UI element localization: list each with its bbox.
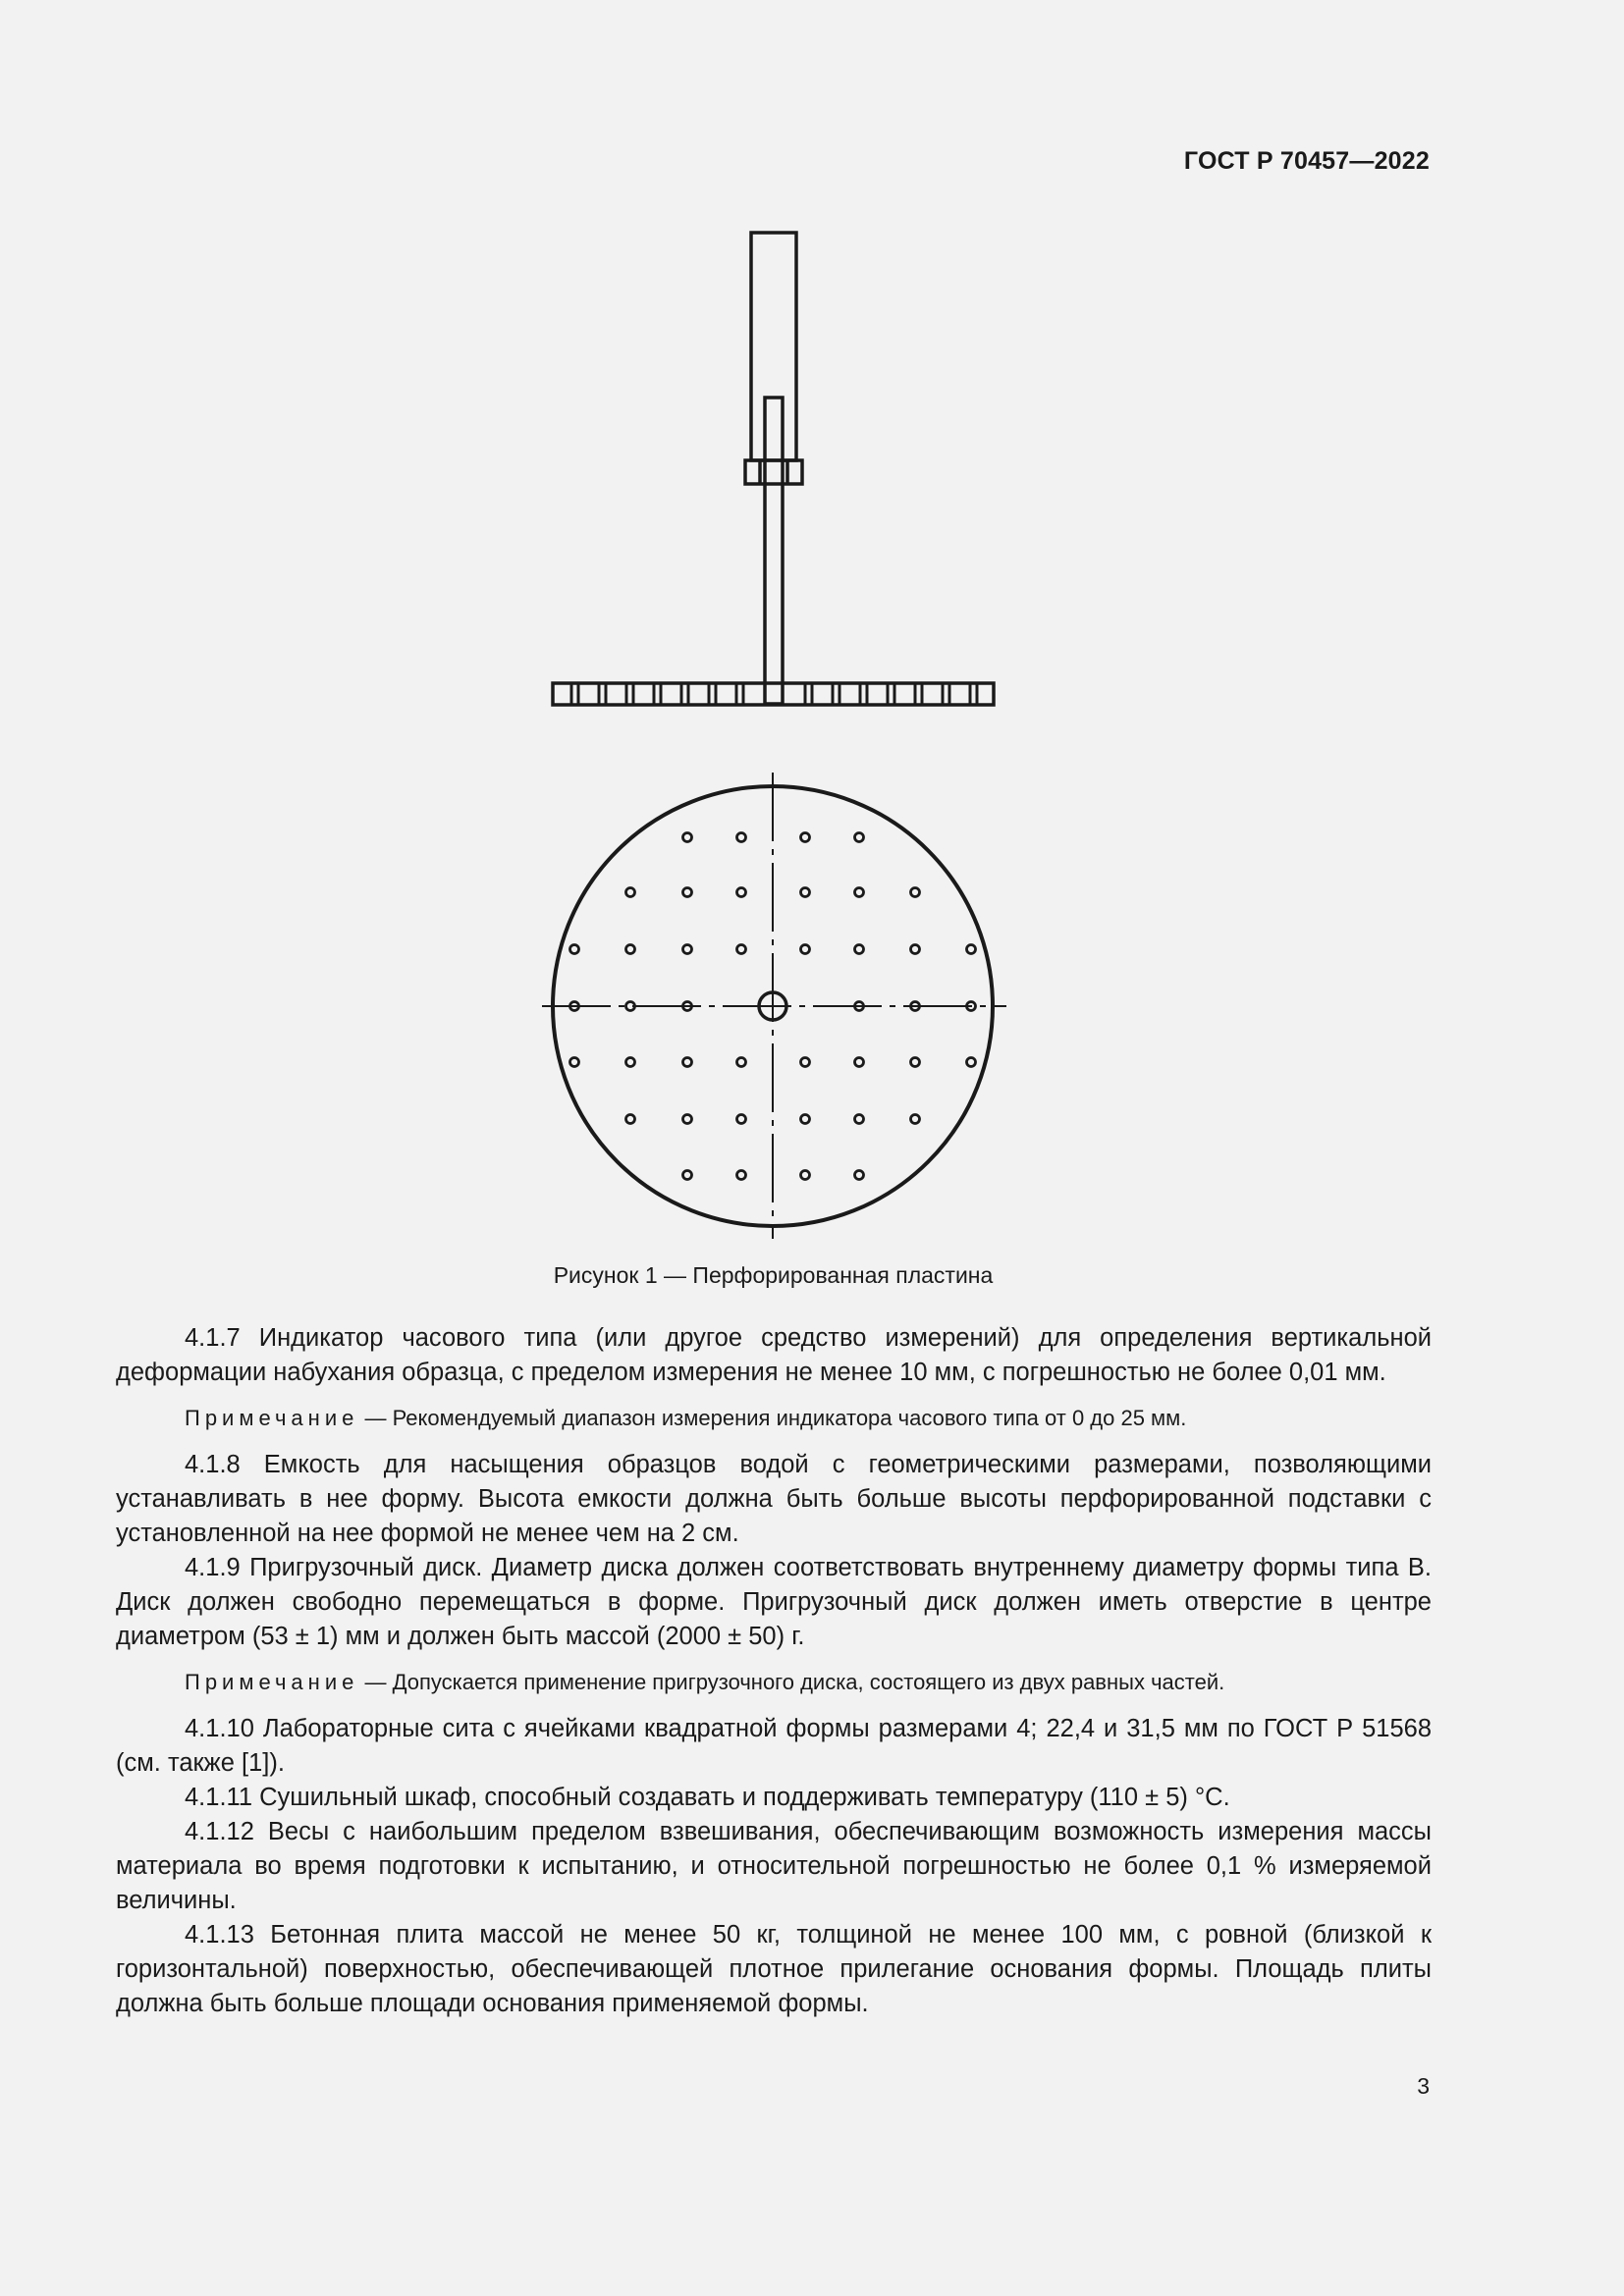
paragraph-4-1-8: 4.1.8 Емкость для насыщения образцов водой с геометрическими размерами, позволяющими устанавливать в нее форму. Высота емкости должна быть больше высоты перфорированной подставки с установленной на нее формой не менее чем на 2 см. (116, 1451, 1432, 1547)
handle-inner-rod (765, 398, 783, 704)
handle-outer (751, 233, 796, 460)
document-id: ГОСТ Р 70457—2022 (1183, 147, 1430, 175)
page-number: 3 (1417, 2073, 1430, 2099)
note-text: — Допускается применение пригрузочного диска, состоящего из двух равных частей. (358, 1670, 1225, 1694)
paragraph-4-1-11: 4.1.11 Сушильный шкаф, способный создавать и поддерживать температуру (110 ± 5) °С. (185, 1784, 1230, 1811)
paragraph-4-1-12: 4.1.12 Весы с наибольшим пределом взвешивания, обеспечивающим возможность измерения массы материала во время подготовки к испытанию, и относительной погрешностью не более 0,1 % измеряемой величины. (116, 1818, 1432, 1914)
paragraph-4-1-13: 4.1.13 Бетонная плита массой не менее 50 кг, толщиной не менее 100 мм, с ровной (близкой к горизонтальной) поверхностью, обеспечивающей плотное прилегание основания формы. Площадь плиты должна быть больше площади основания применяемой формы. (116, 1921, 1432, 2017)
note-label: Примечание (185, 1406, 359, 1430)
note-label: Примечание (185, 1670, 359, 1694)
paragraph-4-1-9: 4.1.9 Пригрузочный диск. Диаметр диска должен соответствовать внутреннему диаметру формы типа В. Диск должен свободно перемещаться в форме. Пригрузочный диск должен иметь отверстие в центре диаметром (53 ± 1) мм и должен быть массой (2000 ± 50) г. (116, 1554, 1432, 1650)
top-view (542, 773, 1006, 1239)
centerlines (542, 773, 1006, 1239)
plate-perforations (571, 683, 977, 705)
note-2 (116, 1668, 1432, 1697)
clamp-block (745, 460, 802, 484)
body-text (116, 1321, 1432, 2021)
side-view (553, 233, 994, 705)
perforated-plate-side (553, 683, 994, 705)
figure-caption: Рисунок 1 — Перфорированная пластина (553, 1262, 994, 1288)
paragraph-4-1-10: 4.1.10 Лабораторные сита с ячейками квадратной формы размерами 4; 22,4 и 31,5 мм по ГОСТ Р 51568 (см. также [1]). (116, 1715, 1432, 1777)
paragraph-4-1-7: 4.1.7 Индикатор часового типа (или другое средство измерений) для определения вертикальной деформации набухания образца, с пределом измерения не менее 10 мм, с погрешностью не более 0,01 мм. (116, 1324, 1432, 1386)
note-1 (116, 1404, 1432, 1433)
note-text: — Рекомендуемый диапазон измерения индикатора часового типа от 0 до 25 мм. (358, 1406, 1187, 1430)
